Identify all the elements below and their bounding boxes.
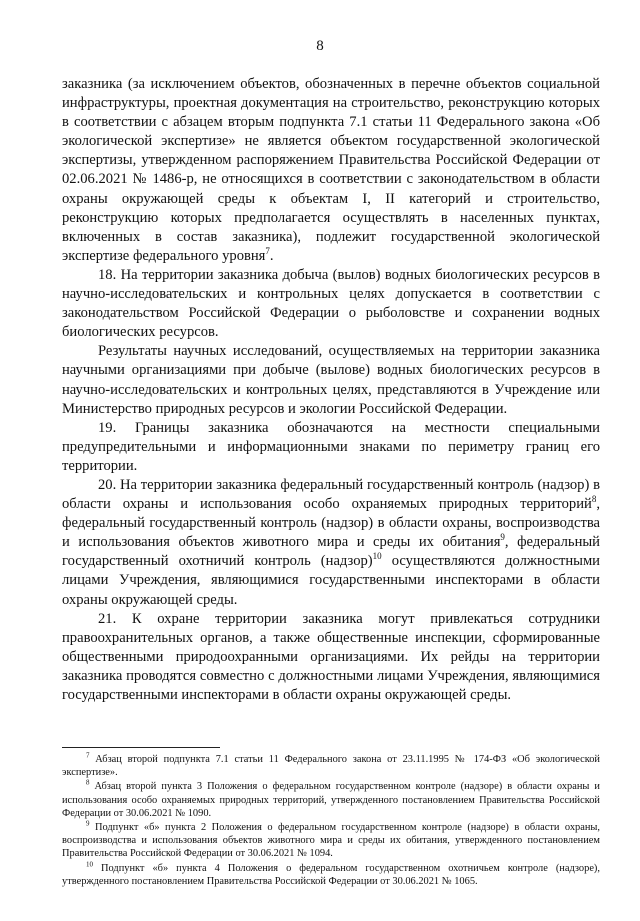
footnote-ref-7[interactable]: 7 bbox=[265, 245, 270, 256]
footnote-9 bbox=[62, 821, 600, 861]
paragraph-20-part-b: , федеральный государственный контроль (надзор) в области охраны, воспроизводства и использования объектов животного мира и среды их обитания bbox=[62, 496, 600, 551]
paragraph-research-results: Результаты научных исследований, осуществляемых на территории заказника научными организациями при добыче (вылове) водных биологических ресурсов в научно-исследовательских и контрольных целях, представляются в Учреждение или Министерство природных ресурсов и экологии Российской Федерации. bbox=[62, 343, 600, 417]
footnote-mark-9: 9 bbox=[86, 819, 90, 828]
paragraph-18: 18. На территории заказника добыча (вылов) водных биологических ресурсов в научно-исследовательских и контрольных целях допускается в соответствии с законодательством Российской Федерации о рыболовстве и сохранении водных биологических ресурсов. bbox=[62, 266, 600, 341]
body-text bbox=[62, 75, 600, 705]
paragraph-20 bbox=[62, 476, 600, 610]
footnote-10 bbox=[62, 862, 600, 888]
paragraph-20-part-a: 20. На территории заказника федеральный государственный контроль (надзор) в области охраны и использования особо охраняемых природных территорий bbox=[62, 476, 600, 513]
footnotes-section bbox=[62, 753, 600, 889]
footnote-mark-7: 7 bbox=[86, 751, 90, 760]
footnote-text-7: Абзац второй подпункта 7.1 статьи 11 Федерального закона от 23.11.1995 № 174-ФЗ «Об экологической экспертизе». bbox=[62, 754, 600, 779]
footnote-text-8: Абзац второй пункта 3 Положения о федеральном государственном контроле (надзоре) в области охраны и использования особо охраняемых природных территорий, утвержденного постановлением Правительства Российской Федерации от 30.06.2021 № 1090. bbox=[62, 781, 600, 819]
footnote-mark-8: 8 bbox=[86, 778, 90, 787]
paragraph-text: заказника (за исключением объектов, обозначенных в перечне объектов социальной инфраструктуры, проектная документация на строительство, реконструкцию которых в соответствии с абзацем вторым подпункта 7.1 статьи 11 Федерального закона «Об экологической экспертизе» не является объектом государственной экологической экспертизы, утвержденном распоряжением Правительства Российской Федерации от 02.06.2021 № 1486-р, не относящихся в соответствии с законодательством в области охраны окружающей среды к объектам I, II категорий и строительство, реконструкцию которых предполагается осуществлять в населенных пунктах, включенных в состав заказника), подлежит государственной экологической экспертизе федерального уровня bbox=[62, 76, 600, 264]
paragraph-20-part-d: осуществляются должностными лицами Учреждения, являющимися государственными инспекторами в области охраны окружающей среды. bbox=[62, 553, 600, 608]
paragraph-21: 21. К охране территории заказника могут привлекаться сотрудники правоохранительных органов, а также общественные инспекции, сформированные общественными природоохранными организациями. Их рейды на территории заказника проводятся совместно с должностными лицами Учреждения, являющимися государственными инспекторами в области охраны окружающей среды. bbox=[62, 610, 600, 703]
paragraph-continuation: заказника (за исключением объектов, обозначенных в перечне объектов социальной инфраструктуры, проектная документация на строительство, реконструкцию которых в соответствии с абзацем вторым подпункта 7.1 статьи 11 Федерального закона «Об экологической экспертизе» не является объектом государственной экологической экспертизы, утвержденном распоряжением Правительства Российской Федерации от 02.06.2021 № 1486-р, не относящихся в соответствии с законодательством в области охраны окружающей среды к объектам I, II категорий и строительство, реконструкцию которых предполагается осуществлять в населенных пунктах, включенных в состав заказника), подлежит государственной экологической экспертизе федерального уровня$^7$. bbox=[62, 76, 600, 264]
footnote-mark-10: 10 bbox=[86, 860, 93, 869]
footnote-ref-10[interactable]: 10 bbox=[372, 551, 382, 562]
footnote-7 bbox=[62, 753, 600, 779]
footnote-ref-9[interactable]: 9 bbox=[500, 532, 505, 543]
paragraph-19: 19. Границы заказника обозначаются на местности специальными предупредительными и информационными знаками по периметру границ его территории. bbox=[62, 419, 600, 474]
footnote-8 bbox=[62, 780, 600, 820]
footnote-divider bbox=[62, 747, 220, 748]
paragraph-20-part-c: , федеральный государственный охотничий контроль (надзор) bbox=[62, 534, 600, 570]
footnote-text-9: Подпункт «б» пункта 2 Положения о федеральном государственном контроле (надзоре) в области охраны, воспроизводства и использования объектов животного мира и среды их обитания, утвержденного постановлением Правительства Российской Федерации от 30.06.2021 № 1094. bbox=[62, 822, 600, 860]
footnote-ref-8[interactable]: 8 bbox=[591, 494, 597, 505]
page-number: 8 bbox=[316, 38, 324, 54]
footnote-text-10: Подпункт «б» пункта 4 Положения о федеральном государственном охотничьем контроле (надзоре), утвержденного постановлением Правительства Российской Федерации от 30.06.2021 № 1065. bbox=[62, 862, 600, 887]
